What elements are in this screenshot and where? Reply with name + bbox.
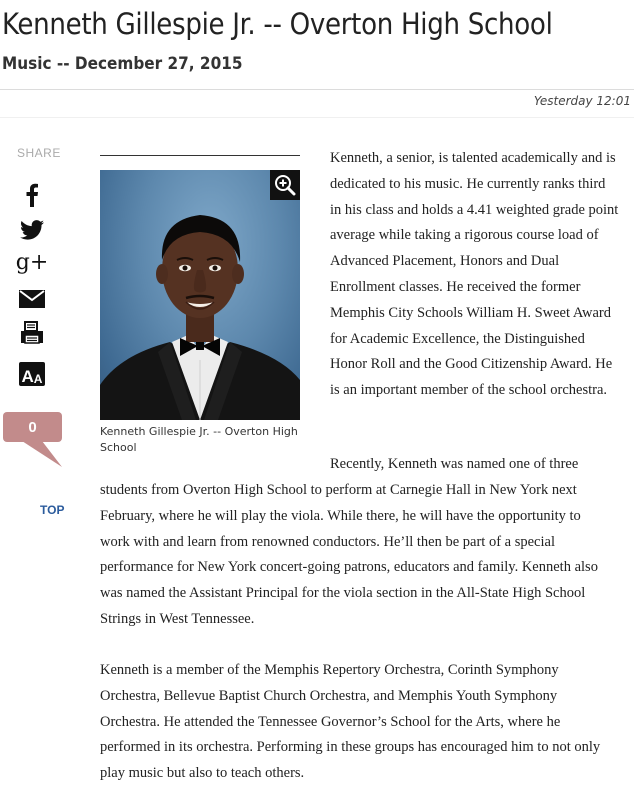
comment-count: 0 (28, 418, 37, 436)
comment-bubble-tail (22, 441, 62, 471)
meta-divider (0, 117, 634, 118)
portrait-illustration (100, 170, 300, 420)
facebook-icon[interactable] (18, 182, 46, 208)
print-icon[interactable] (18, 320, 46, 346)
email-icon[interactable] (18, 286, 46, 312)
header-divider (0, 89, 634, 90)
font-size-box (19, 362, 45, 386)
zoom-button[interactable] (270, 170, 300, 200)
article-paragraph-1: Kenneth, a senior, is talented academically and is dedicated to his music. He currently ranks third in his class and holds a 4.41 weighted grade point average while taking a rigorous course load of Advanced Placement, Honors and Dual Enrollment classes. He received the former Memphis City Schools William H. Sweet Award for Academic Excellence, the Distinguished Honor Roll and the Good Citizenship Award. He is an important member of the school orchestra. (330, 150, 619, 399)
image-caption: Kenneth Gillespie Jr. -- Overton High School (100, 425, 298, 454)
timestamp: Yesterday 12:01 (533, 94, 631, 108)
image-top-rule (100, 155, 300, 156)
article-title: Kenneth Gillespie Jr. -- Overton High School (2, 7, 553, 41)
share-label: SHARE (17, 146, 61, 160)
font-size-small-a: A (33, 372, 43, 386)
zoom-in-icon (274, 174, 296, 196)
student-photo[interactable] (100, 170, 300, 420)
article-subtitle: Music -- December 27, 2015 (2, 54, 243, 74)
article-paragraph-2-lead: Recently, Kenneth was named one of three (330, 456, 579, 472)
google-plus-glyph: g+ (15, 250, 49, 275)
article-paragraph-2: students from Overton High School to perform at Carnegie Hall in New York next February, where he will play the viola. While there, he will have the opportunity to work with and learn from renowned conductors. He’ll then be part of a special performance for New York concert-going patrons, educators and family. Kenneth also was named the Assistant Principal for the viola section in the All-State High School Strings in West Tennessee. (100, 482, 598, 627)
back-to-top-link[interactable]: TOP (40, 503, 65, 517)
font-size-icon[interactable] (18, 361, 46, 387)
twitter-icon[interactable] (18, 217, 46, 243)
google-plus-icon[interactable] (15, 250, 49, 276)
comment-count-button[interactable] (3, 412, 62, 442)
font-size-large-a: A (21, 367, 34, 386)
article-paragraph-3: Kenneth is a member of the Memphis Repertory Orchestra, Corinth Symphony Orchestra, Bellevue Baptist Church Orchestra, and Memphis Youth Symphony Orchestra. He attended the Tennessee Governor’s School for the Arts, where he performed in its orchestra. Performing in these groups has encouraged him to not only play music but also to teach others. (100, 662, 601, 782)
